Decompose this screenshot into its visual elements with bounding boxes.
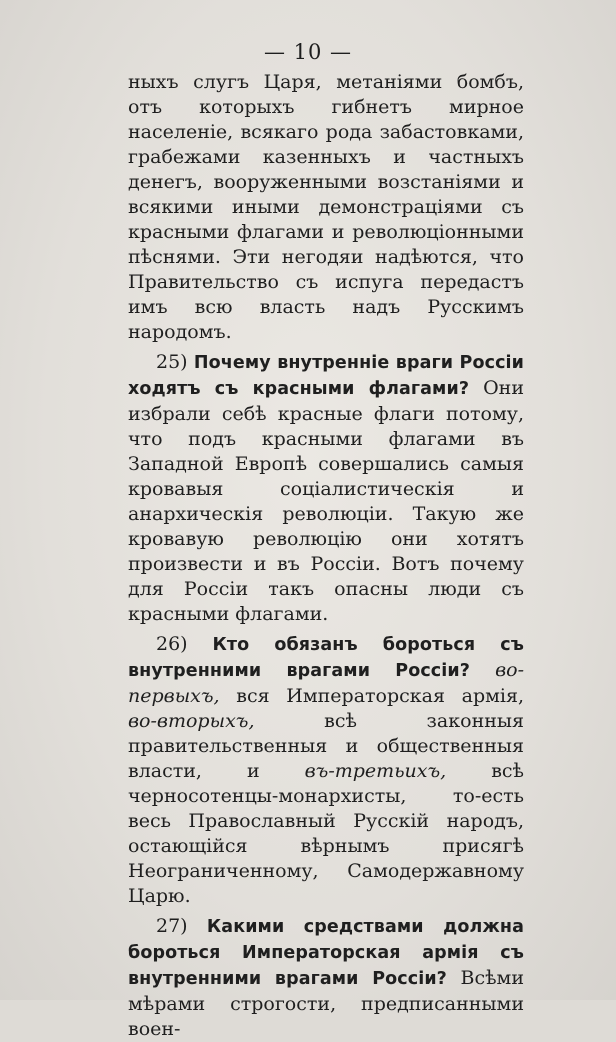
third-marker: въ-третьихъ, — [304, 760, 447, 782]
first-text: вся Императорская армія, — [236, 685, 524, 707]
question-heading: Какими средствами должна бороться Императорская армія съ внутренними врагами Россіи? — [128, 917, 524, 989]
answer-text: Всѣми мѣрами строгости, предписанными воен- — [128, 967, 524, 1040]
paragraph-continuation — [128, 70, 524, 345]
question-26 — [128, 632, 524, 909]
question-number: 27) — [156, 915, 188, 937]
question-heading: Почему внутренніе враги Россіи ходятъ съ красными флагами? — [128, 353, 525, 399]
second-marker: во-вторыхъ, — [128, 710, 255, 732]
question-heading: Кто обязанъ бороться съ внутренними врагами Россіи? — [128, 635, 524, 681]
second-text: всѣ законныя правительственныя и общественныя власти, и — [128, 710, 525, 782]
question-25 — [128, 350, 524, 627]
answer-text: Они избрали себѣ красные флаги потому, что подъ красными флагами въ Западной Европѣ совершались самыя кровавыя соціалистическія и анархическія революціи. Такую же кровавую революцію они хотятъ произвести и въ Россіи. Вотъ почему для Россіи такъ опасны люди съ красными флагами. — [128, 377, 524, 625]
third-text: всѣ черносотенцы-монархисты, то-есть весь Православный Русскій народъ, остающійся вѣрнымъ присягѣ Неограниченному, Самодержавному Царю. — [128, 760, 524, 907]
question-27 — [128, 914, 524, 1042]
question-number: 26) — [156, 633, 188, 655]
paragraph-text: ныхъ слугъ Царя, метаніями бомбъ, отъ которыхъ гибнетъ мирное населеніе, всякаго рода забастовками, грабежами казенныхъ и частныхъ денегъ, вооруженными возстаніями и всякими иными демонстраціями съ красными флагами и революціонными пѣснями. Эти негодяи надѣются, что Правительство съ испуга передастъ имъ всю власть надъ Русскимъ народомъ. — [128, 71, 524, 343]
page-number: — 10 — — [263, 40, 353, 64]
body-text — [128, 70, 524, 1042]
first-marker: во-первыхъ, — [128, 659, 524, 707]
question-number: 25) — [156, 351, 188, 373]
